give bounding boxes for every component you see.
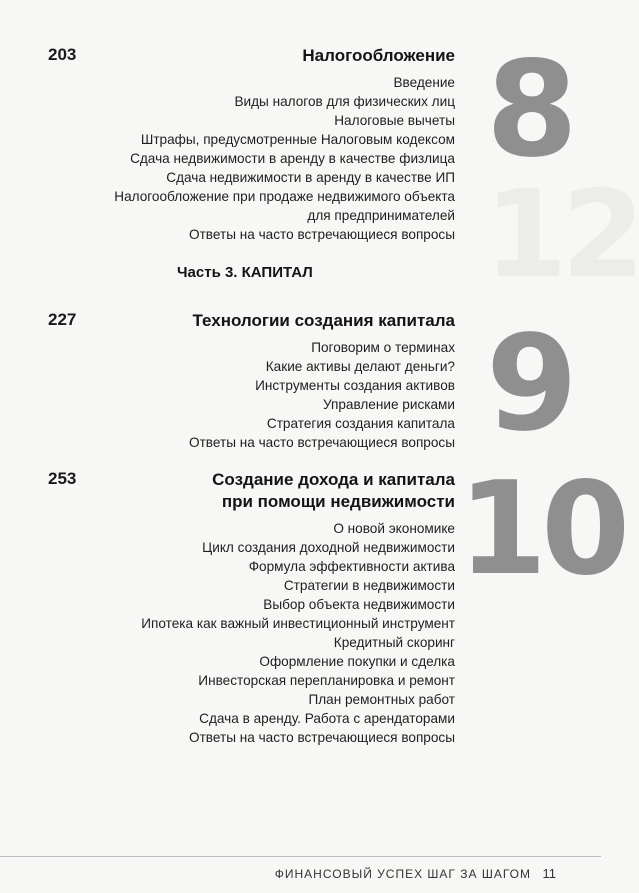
section-item: Сдача в аренду. Работа с арендаторами [199,711,455,726]
chapter-number-8: 8 [486,33,572,187]
section-item: Кредитный скоринг [333,635,455,650]
chapter-9-title [189,310,455,332]
section-item: для предпринимателей [307,208,455,223]
chapter-number-10: 10 [458,455,625,604]
chapter-9-sections [189,338,455,452]
section-item: Налогообложение при продаже недвижимого объекта [114,189,455,204]
section-item: Сдача недвижимости в аренду в качестве ИП [166,170,455,185]
section-item: План ремонтных работ [308,692,455,707]
chapter-10-title [141,469,455,513]
chapter-9-title-line: Технологии создания капитала [192,311,455,330]
chapter-10-title-line-2: при помощи недвижимости [221,492,455,511]
chapter-9-entry [189,310,455,452]
footer-book-title: ФИНАНСОВЫЙ УСПЕХ ШАГ ЗА ШАГОМ [274,867,531,881]
chapter-8-title-line: Налогообложение [302,46,455,65]
section-item: О новой экономике [333,521,455,536]
chapter-10-sections [141,519,455,747]
chapter-10-page: 253 [48,469,77,488]
chapter-8-entry [114,45,455,244]
part-heading: Часть 3. КАПИТАЛ [177,264,313,281]
page-footer [0,856,601,893]
chapter-number-9: 9 [486,307,572,461]
section-item: Введение [393,75,455,90]
section-item: Инвесторская перепланировка и ремонт [198,673,455,688]
section-item: Поговорим о терминах [311,340,455,355]
chapter-8-sections [114,73,455,244]
section-item: Оформление покупки и сделка [259,654,455,669]
section-item: Ответы на часто встречающиеся вопросы [189,227,455,242]
section-item: Стратегия создания капитала [266,416,455,431]
section-item: Стратегии в недвижимости [283,578,455,593]
section-item: Цикл создания доходной недвижимости [202,540,455,555]
chapter-10-title-line-1: Создание дохода и капитала [212,470,455,489]
section-item: Инструменты создания активов [255,378,455,393]
chapter-8-page: 203 [48,45,77,64]
chapter-8-title [114,45,455,67]
section-item: Формула эффективности актива [248,559,455,574]
section-item: Ипотека как важный инвестиционный инструмент [141,616,455,631]
chapter-number-12: 12 [484,166,639,305]
chapter-10-entry [141,469,455,747]
section-item: Управление рисками [322,397,455,412]
section-item: Ответы на часто встречающиеся вопросы [189,435,455,450]
chapter-9-page: 227 [48,310,77,329]
section-item: Штрафы, предусмотренные Налоговым кодексом [140,132,455,147]
section-item: Сдача недвижимости в аренду в качестве физлица [130,151,455,166]
section-item: Выбор объекта недвижимости [263,597,455,612]
page-number: 11 [542,866,556,881]
section-item: Налоговые вычеты [334,113,455,128]
section-item: Ответы на часто встречающиеся вопросы [189,730,455,745]
section-item: Какие активы делают деньги? [265,359,455,374]
section-item: Виды налогов для физических лиц [234,94,455,109]
